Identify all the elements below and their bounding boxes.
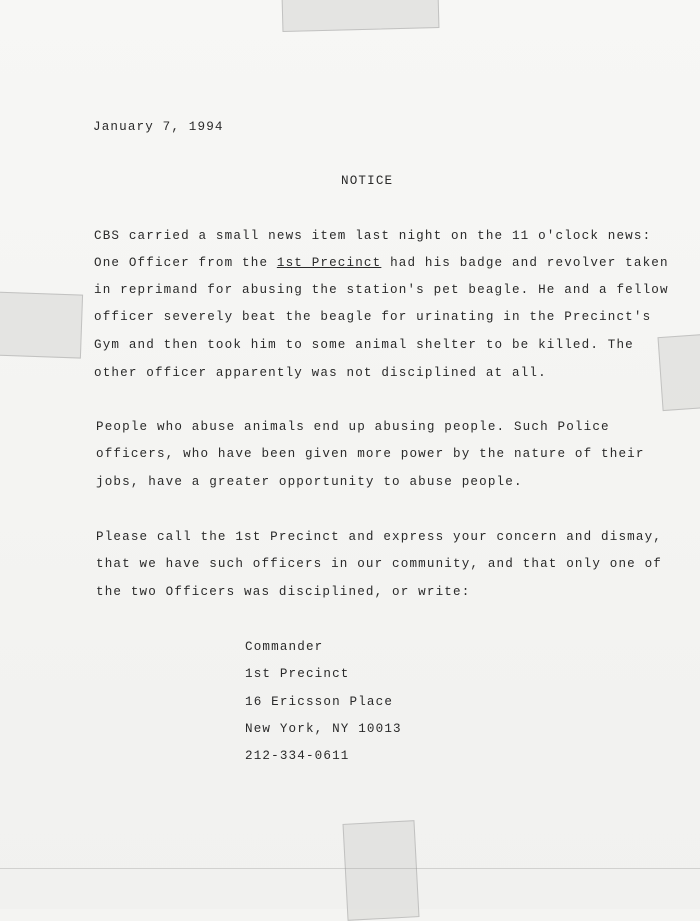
paragraph1-line2-pre: One Officer from the bbox=[94, 256, 277, 270]
paragraph3-line3: the two Officers was disciplined, or write: bbox=[96, 585, 471, 599]
paragraph1-line3: in reprimand for abusing the station's pet beagle. He and a fellow bbox=[94, 283, 669, 297]
address-phone: 212-334-0611 bbox=[245, 749, 350, 763]
paragraph2-line3: jobs, have a greater opportunity to abuse people. bbox=[96, 475, 523, 489]
paragraph1-line4: officer severely beat the beagle for urinating in the Precinct's bbox=[94, 310, 652, 324]
paragraph2-line1: People who abuse animals end up abusing people. Such Police bbox=[96, 420, 610, 434]
address-org: 1st Precinct bbox=[245, 667, 350, 681]
tape-piece-left bbox=[0, 291, 83, 358]
paragraph3-line2: that we have such officers in our community, and that only one of bbox=[96, 557, 662, 571]
address-name: Commander bbox=[245, 640, 324, 654]
tape-piece-top bbox=[282, 0, 440, 32]
address-street: 16 Ericsson Place bbox=[245, 695, 394, 709]
paragraph3-line1: Please call the 1st Precinct and express your concern and dismay, bbox=[96, 530, 662, 544]
paragraph1-line2 bbox=[94, 256, 669, 270]
paper-fold-line bbox=[0, 868, 700, 869]
tape-piece-bottom bbox=[343, 820, 420, 921]
address-city: New York, NY 10013 bbox=[245, 722, 402, 736]
paragraph1-line1: CBS carried a small news item last night on the 11 o'clock news: bbox=[94, 229, 652, 243]
paragraph1-line5: Gym and then took him to some animal shelter to be killed. The bbox=[94, 338, 634, 352]
letter-date: January 7, 1994 bbox=[93, 120, 224, 134]
paragraph1-line6: other officer apparently was not disciplined at all. bbox=[94, 366, 547, 380]
precinct-underlined: 1st Precinct bbox=[276, 256, 382, 270]
paragraph2-line2: officers, who have been given more power by the nature of their bbox=[96, 447, 645, 461]
notice-title: NOTICE bbox=[341, 174, 394, 188]
tape-piece-right bbox=[657, 333, 700, 411]
paragraph1-line2-post: had his badge and revolver taken bbox=[381, 256, 669, 270]
